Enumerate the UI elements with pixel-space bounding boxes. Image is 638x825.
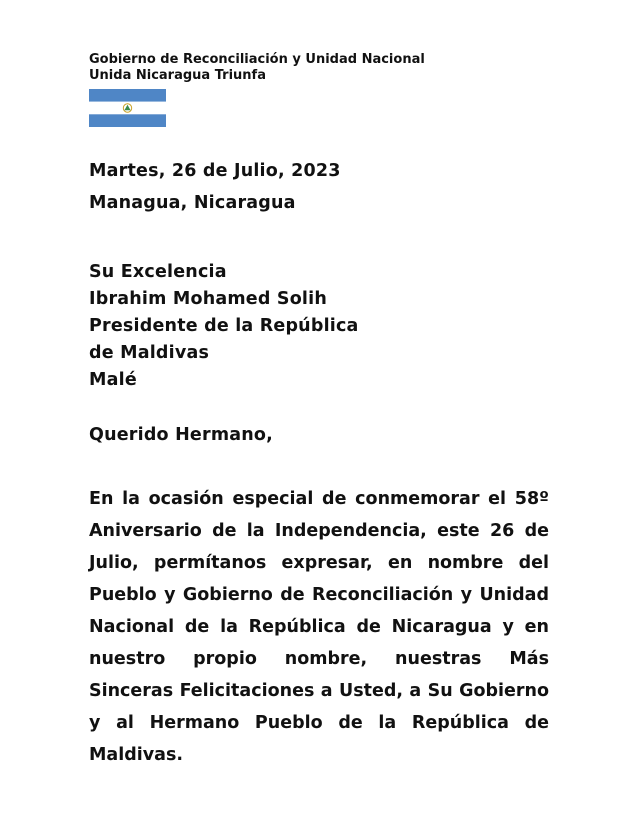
greeting: Querido Hermano, [89, 425, 273, 445]
recipient-line: de Maldivas [89, 343, 210, 363]
recipient-line: Su Excelencia [89, 262, 227, 282]
letter-date: Martes, 26 de Julio, 2023 [89, 161, 341, 181]
letterhead-motto: Unida Nicaragua Triunfa [89, 68, 266, 83]
recipient-block [89, 259, 359, 394]
recipient-line: Malé [89, 370, 137, 390]
letter-location: Managua, Nicaragua [89, 193, 296, 213]
recipient-line: Presidente de la República [89, 316, 359, 336]
nicaragua-flag-icon [89, 89, 166, 127]
recipient-line: Ibrahim Mohamed Solih [89, 289, 327, 309]
letter-body: En la ocasión especial de conmemorar el 58º Aniversario de la Independencia, este 26 de Julio, permítanos expresar, en nombre del Pueblo y Gobierno de Reconciliación y Unidad Nacional de la República de Nicaragua y en nuestro propio nombre, nuestras Más Sinceras Felicitaciones a Usted, a Su Gobierno y al Hermano Pueblo de la República de Maldivas. [89, 489, 549, 765]
letterhead-government: Gobierno de Reconciliación y Unidad Nacional [89, 52, 425, 67]
